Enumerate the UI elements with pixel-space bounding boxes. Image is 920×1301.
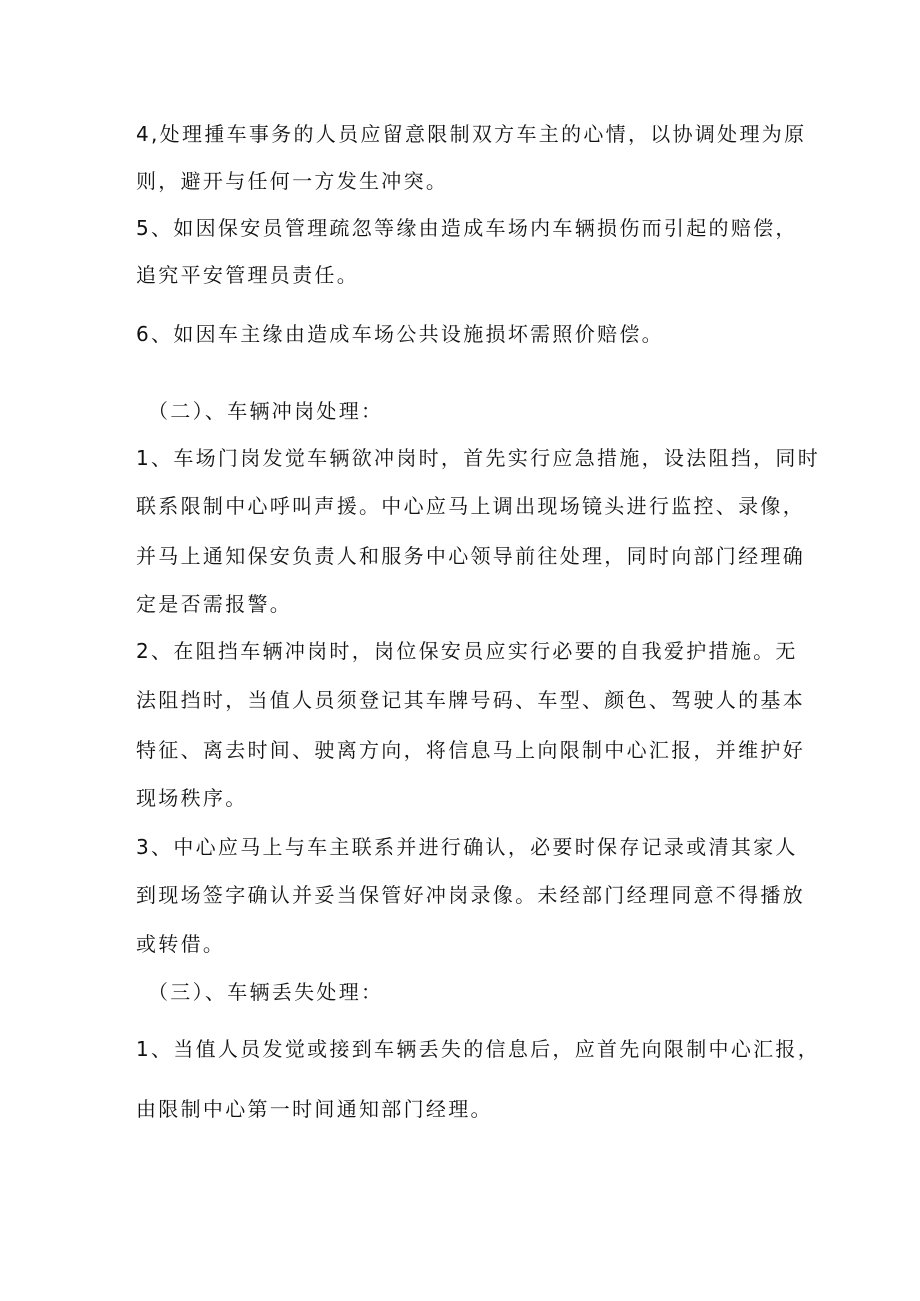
text-line-s2-item1-p1: 1、车场门岗发觉车辆欲冲岗时，首先实行应急措施，设法阻挡，同时 xyxy=(136,446,821,470)
text-line-s2-item1-p2: 联系限制中心呼叫声援。中心应马上调出现场镜头进行监控、录像， xyxy=(136,494,805,518)
text-line-s3-item1-p1: 1、当值人员发觉或接到车辆丢失的信息后，应首先向限制中心汇报， xyxy=(136,1037,821,1061)
text-line-item4-part2: 则，避开与任何一方发生冲突。 xyxy=(136,169,449,193)
text-line-s2-item3-p1: 3、中心应马上与车主联系并进行确认，必要时保存记录或清其家人 xyxy=(136,835,798,859)
text-line-s2-item2-p3: 特征、离去时间、驶离方向，将信息马上向限制中心汇报，并维护好 xyxy=(136,738,805,762)
section-heading-2: （二）、车辆冲岗处理： xyxy=(148,399,384,423)
text-line-item6: 6、如因车主缘由造成车场公共设施损坏需照价赔偿。 xyxy=(136,322,664,346)
text-line-s2-item2-p4: 现场秩序。 xyxy=(136,786,248,810)
text-line-s2-item3-p2: 到现场签字确认并妥当保管好冲岗录像。未经部门经理同意不得播放 xyxy=(136,883,805,907)
text-line-item4-part1: 4,处理揰车事务的人员应留意限制双方车主的心情，以协调处理为原 xyxy=(136,122,807,146)
text-line-s2-item2-p2: 法阻挡时，当值人员须登记其车牌号码、车型、颜色、驾驶人的基本 xyxy=(136,688,805,712)
text-line-item5-part2: 追究平安管理员责任。 xyxy=(136,263,359,287)
text-line-s2-item1-p4: 定是否需报警。 xyxy=(136,592,293,616)
text-line-s2-item1-p3: 并马上通知保安负责人和服务中心领导前往处理，同时向部门经理确 xyxy=(136,544,805,568)
text-line-s2-item2-p1: 2、在阻挡车辆冲岗时，岗位保安员应实行必要的自我爱护措施。无 xyxy=(136,639,798,663)
text-line-s3-item1-p2: 由限制中心第一时间通知部门经理。 xyxy=(136,1097,493,1121)
text-line-item5-part1: 5、如因保安员管理疏忽等缘由造成车场内车辆损伤而引起的赔偿， xyxy=(136,216,798,240)
text-line-s2-item3-p3: 或转借。 xyxy=(136,932,226,956)
section-heading-3: （三）、车辆丢失处理： xyxy=(148,980,384,1004)
